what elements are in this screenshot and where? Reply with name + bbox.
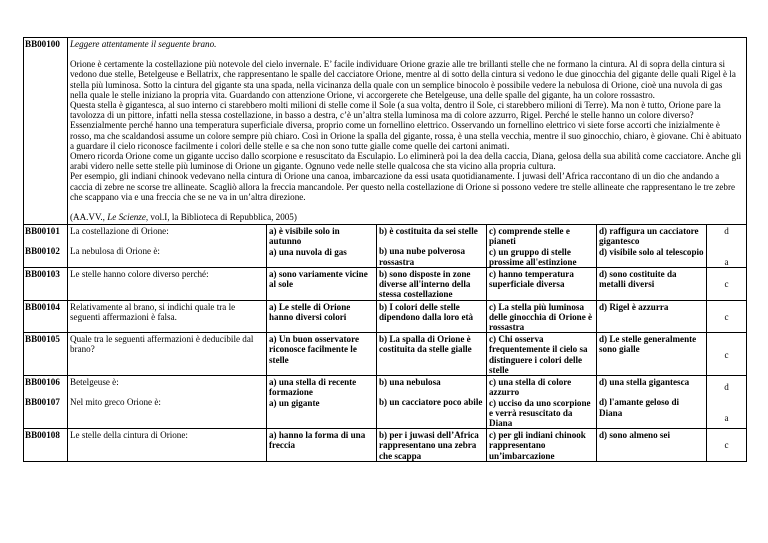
- option-a-106: a) una stella di recente formazione: [269, 377, 357, 398]
- passage-paragraph-2: Questa stella è gigantesca, al suo interno ci starebbero molti milioni di stelle come il Sole (a sua volta, dentro il Sole, ci starebbero milioni di Terre). Ma non è tutto, Orione pare la tavolozza di un pittore, infatti nella stessa costellazione, in basso a destra, c’è un’altra stella luminosa ma di colore azzurro, Rigel. Perché le stelle hanno un colore diverso? Essenzialmente perché hanno una temperatura superficiale diversa, proprio come un fornellino elettrico. Osservando un fornellino elettrico vi siete forse accorti che inizialmente è rosso, ma che scaldandosi assume un colore sempre più chiaro. Così in Orione la spalla del gigante, rossa, è una stella vecchia, mentre il suo ginocchio, chiaro, è giovane. Chi è abituato a guardare il cielo riconosce facilmente i colori delle stelle e sa che non sono tutte gialle come quelle dei cartoni animati.: [70, 100, 742, 151]
- option-a: [267, 225, 377, 268]
- answer-105: c: [707, 333, 747, 376]
- question-text-102: La nebulosa di Orione è:: [70, 246, 160, 257]
- option-b-102: b) una nube polverosa rossastra: [379, 246, 465, 267]
- option-a-104: a) Le stelle di Orione hanno diversi colori: [267, 300, 377, 333]
- answer-key: [707, 225, 747, 268]
- citation-prefix: (AA.VV.,: [70, 212, 108, 223]
- question-code-103: BB00103: [24, 268, 68, 301]
- question-text-104: Relativamente al brano, si indichi quale tra le seguenti affermazioni è falsa.: [68, 300, 267, 333]
- question-row-105: [24, 333, 747, 376]
- option-d: [597, 376, 707, 429]
- option-c-102: c) un gruppo di stelle prossime all'estinzione: [489, 246, 577, 267]
- passage-instruction: Leggere attentamente il seguente brano.: [70, 39, 217, 49]
- passage-paragraph-1: Orione è certamente la costellazione più notevole del cielo invernale. E’ facile individuare Orione grazie alle tre brillanti stelle che ne formano la cintura. Al di sopra della cintura si vedono due stelle, Betelgeuse e Bellatrix, che rappresentano le spalle del cacciatore Orione, mentre al di sotto della cintura si vedono le due ginocchia del gigante delle quali Rigel è la stella più luminosa. Sotto la cintura del gigante sta una spada, nella vicinanza della quale con un semplice binocolo è possibile vedere la nebulosa di Orione, cioè una nuvola di gas nella quale le stelle iniziano la propria vita. Guardando con attenzione Orione, vi accorgerete che Betelgeuse, una delle spalle del gigante, ha un colore rossastro.: [70, 59, 736, 100]
- answer-108: c: [707, 429, 747, 462]
- quiz-table: [23, 37, 747, 462]
- option-d-106: d) una stella gigantesca: [599, 377, 690, 388]
- answer-103: c: [707, 268, 747, 301]
- question-text-107: Nel mito greco Orione è:: [70, 397, 161, 408]
- option-a-102: a) una nuvola di gas: [269, 246, 347, 257]
- option-c: [487, 376, 597, 429]
- citation-title: Le Scienze: [107, 212, 146, 223]
- question-code-108: BB00108: [24, 429, 68, 462]
- intro-code: BB00100: [24, 38, 68, 225]
- option-c: [487, 225, 597, 268]
- question-code: [24, 376, 68, 429]
- passage-citation: [70, 212, 742, 222]
- answer-104: c: [707, 300, 747, 333]
- option-d-103: d) sono costituite da metalli diversi: [597, 268, 707, 301]
- question-code-105: BB00105: [24, 333, 68, 376]
- option-d-108: d) sono almeno sei: [597, 429, 707, 462]
- question-text-101: La costellazione di Orione:: [70, 226, 169, 237]
- option-b-103: b) sono disposte in zone diverse all'interno della stessa costellazione: [377, 268, 487, 301]
- option-a: [267, 376, 377, 429]
- option-a-108: a) hanno la forma di una freccia: [267, 429, 377, 462]
- question-text-103: Le stelle hanno colore diverso perché:: [68, 268, 267, 301]
- option-a-103: a) sono variamente vicine al sole: [267, 268, 377, 301]
- passage-cell: [68, 38, 747, 225]
- option-b-108: b) per i juwasi dell’Africa rappresentano una zebra che scappa: [377, 429, 487, 462]
- option-b-104: b) I colori delle stelle dipendono dalla loro età: [377, 300, 487, 333]
- option-c-105: c) Chi osserva frequentemente il cielo sa distinguere i colori delle stelle: [487, 333, 597, 376]
- option-a-105: a) Un buon osservatore riconosce facilmente le stelle: [267, 333, 377, 376]
- option-d-107: d) l'amante geloso di Diana: [599, 397, 680, 418]
- answer-107: a: [724, 412, 729, 423]
- option-b-101: b) è costituita da sei stelle: [379, 226, 478, 237]
- option-c-103: c) hanno temperatura superficiale diversa: [487, 268, 597, 301]
- quiz-sheet: [23, 37, 746, 462]
- answer-key: [707, 376, 747, 429]
- option-b: [377, 225, 487, 268]
- question-row-108: [24, 429, 747, 462]
- option-c-101: c) comprende stelle e pianeti: [489, 226, 570, 247]
- option-a-107: a) un gigante: [269, 397, 320, 408]
- option-c-104: c) La stella più luminosa delle ginocchia di Orione è rossastra: [487, 300, 597, 333]
- question-text-105: Quale tra le seguenti affermazioni è deducibile dal brano?: [68, 333, 267, 376]
- question-block-2: [24, 376, 747, 429]
- question-block: [24, 225, 747, 268]
- option-b-107: b) un cacciatore poco abile: [379, 397, 483, 408]
- question-text-108: Le stelle della cintura di Orione:: [68, 429, 267, 462]
- question-row-104: [24, 300, 747, 333]
- answer-101: d: [724, 226, 729, 237]
- passage-paragraph-4: Per esempio, gli indiani chinook vedevano nella cintura di Orione una canoa, imbarcazione da essi usata quotidianamente. I juwasi dell’Africa raccontano di un dio che andando a caccia di zebre ne scorse tre allineate. Scagliò allora la freccia mancandole. Per questo nella costellazione di Orione si possono vedere tre stelle allineate che rappresentano le tre zebre che scappano via e una freccia che se ne va in un’altra direzione.: [70, 171, 736, 202]
- question-text: [68, 225, 267, 268]
- option-c-108: c) per gli indiani chinook rappresentano un’imbarcazione: [487, 429, 597, 462]
- question-text: [68, 376, 267, 429]
- option-d-101: d) raffigura un cacciatore gigantesco: [599, 226, 699, 247]
- option-c-106: c) una stella di colore azzurro: [489, 377, 572, 398]
- option-b-106: b) una nebulosa: [379, 377, 441, 388]
- passage-paragraph-3: Omero ricorda Orione come un gigante ucciso dallo scorpione e resuscitato da Esculapio. Lo eliminerà poi la dea della caccia, Diana, gelosa della sua abilità come cacciatore. Anche gli arabi videro nelle sette stelle più luminose di Orione un gigante. Ognuno vede nelle stelle qualcosa che sta vicino alla propria cultura.: [70, 151, 742, 172]
- citation-suffix: , vol.I, la Biblioteca di Repubblica, 2005): [145, 212, 297, 223]
- option-d-104: d) Rigel è azzurra: [597, 300, 707, 333]
- option-b: [377, 376, 487, 429]
- intro-row: [24, 38, 747, 225]
- option-d-105: d) Le stelle generalmente sono gialle: [597, 333, 707, 376]
- option-a-101: a) è visibile solo in autunno: [269, 226, 340, 247]
- option-d: [597, 225, 707, 268]
- answer-102: a: [724, 256, 729, 267]
- question-code: [24, 225, 68, 268]
- answer-106: d: [724, 382, 729, 393]
- option-c-107: c) ucciso da uno scorpione e verrà resuscitato da Diana: [489, 397, 591, 428]
- question-code-101: BB00101: [25, 226, 60, 237]
- option-d-102: d) visibile solo al telescopio: [599, 246, 704, 257]
- question-code-102: BB00102: [25, 246, 60, 257]
- question-text-106: Betelgeuse è:: [70, 377, 119, 388]
- question-code-107: BB00107: [25, 397, 60, 408]
- question-code-104: BB00104: [24, 300, 68, 333]
- option-b-105: b) La spalla di Orione è costituita da stelle gialle: [377, 333, 487, 376]
- question-row-103: [24, 268, 747, 301]
- question-code-106: BB00106: [25, 377, 60, 388]
